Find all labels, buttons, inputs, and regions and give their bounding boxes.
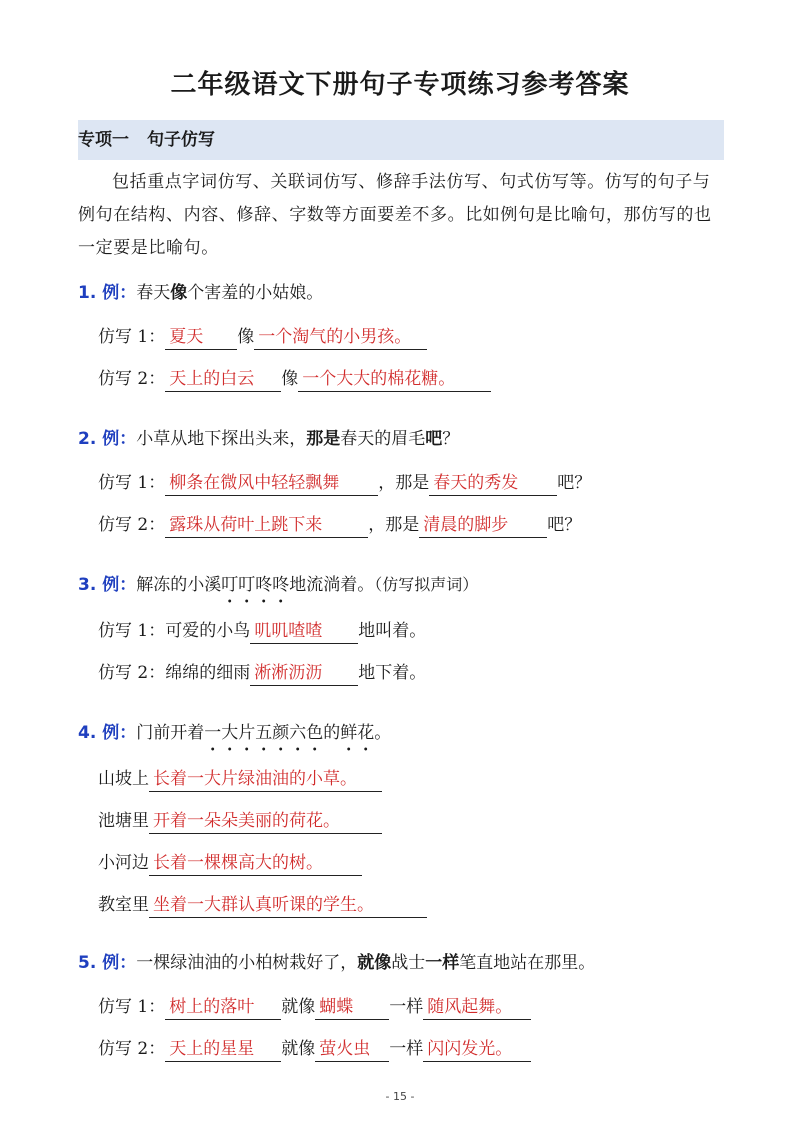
example-text: 的	[323, 723, 341, 743]
answer-label: 仿写 2：	[98, 369, 166, 389]
example-text: 小草从地下探出头来，	[136, 429, 307, 449]
answer-blank: 长着一棵棵高大的树。	[149, 852, 362, 876]
example-keyword: 六	[289, 723, 307, 743]
answer-connector: 就像	[281, 997, 316, 1017]
question-4-example	[78, 718, 391, 743]
example-keyword: 像	[170, 283, 188, 303]
example-keyword: 那是	[306, 429, 341, 449]
example-note: （仿写拟声词）	[374, 575, 479, 594]
answer-blank: 开着一朵朵美丽的荷花。	[149, 810, 382, 834]
answer-blank: 夏天	[165, 326, 237, 350]
answer-label: 仿写 2：	[98, 515, 166, 535]
example-text: 。	[374, 723, 392, 743]
answer-blank: 天上的星星	[165, 1038, 281, 1062]
answer-connector: 一样	[389, 1039, 424, 1059]
example-text: 战士	[391, 953, 426, 973]
question-4-answer-2	[98, 806, 382, 834]
question-4-answer-4	[98, 890, 427, 918]
answer-connector: 像	[237, 327, 255, 347]
section-header	[78, 120, 724, 160]
intro-paragraph: 包括重点字词仿写、关联词仿写、修辞手法仿写、句式仿写等。仿写的句子与例句在结构、内容、修辞、字数等方面要差不多。比如例句是比喻句，那仿写的也一定要是比喻句。	[78, 172, 712, 258]
question-number: 4. 例：	[78, 723, 137, 743]
answer-label: 小河边	[98, 853, 149, 873]
example-text: 一棵绿油油的小柏树栽好了，	[136, 953, 358, 973]
answer-blank: 叽叽喳喳	[250, 620, 358, 644]
answer-blank: 清晨的脚步	[419, 514, 547, 538]
question-number: 3. 例：	[78, 575, 137, 595]
question-1-example	[78, 278, 323, 303]
answer-blank: 树上的落叶	[165, 996, 281, 1020]
example-text: 个害羞的小姑娘。	[187, 283, 324, 303]
example-keyword: 鲜	[340, 723, 358, 743]
example-keyword: 一	[204, 723, 222, 743]
question-4-answer-3	[98, 848, 362, 876]
answer-connector: 就像	[281, 1039, 316, 1059]
answer-connector: 地下着。	[358, 663, 427, 683]
answer-blank: 一个大大的棉花糖。	[298, 368, 491, 392]
question-2-example	[78, 424, 459, 449]
answer-label: 池塘里	[98, 811, 149, 831]
example-keyword: 咚	[272, 575, 290, 595]
example-text: 地流淌着。	[289, 575, 375, 595]
answer-prefix: 绵绵的细雨	[165, 663, 251, 683]
example-keyword: 一	[425, 953, 443, 973]
question-3-example	[78, 570, 478, 595]
example-text: 春天	[136, 283, 171, 303]
page-number: - 15 -	[385, 1090, 415, 1103]
question-number: 5. 例：	[78, 953, 137, 973]
example-text: ？	[442, 429, 460, 449]
answer-connector: 一样	[389, 997, 424, 1017]
answer-label: 仿写 1：	[98, 621, 166, 641]
answer-blank: 随风起舞。	[423, 996, 531, 1020]
answer-connector: 吧？	[547, 515, 582, 535]
example-text: 春天的眉毛	[340, 429, 426, 449]
question-5-answer-1	[98, 992, 531, 1020]
example-keyword: 色	[306, 723, 324, 743]
answer-label: 仿写 2：	[98, 1039, 166, 1059]
question-number: 1. 例：	[78, 283, 137, 303]
answer-blank: 闪闪发光。	[423, 1038, 531, 1062]
answer-blank: 淅淅沥沥	[250, 662, 358, 686]
answer-blank: 一个淘气的小男孩。	[254, 326, 427, 350]
answer-label: 仿写 1：	[98, 473, 166, 493]
answer-connector: 像	[281, 369, 299, 389]
question-3-answer-2	[98, 658, 426, 686]
section-name: 句子仿写	[147, 130, 215, 150]
example-keyword: 片	[238, 723, 256, 743]
answer-blank: 蝴蝶	[315, 996, 389, 1020]
answer-label: 仿写 2：	[98, 663, 166, 683]
question-1-answer-2	[98, 364, 491, 392]
question-4-answer-1	[98, 764, 382, 792]
example-keyword: 叮	[238, 575, 256, 595]
answer-blank: 长着一大片绿油油的小草。	[149, 768, 382, 792]
answer-label: 教室里	[98, 895, 149, 915]
answer-label: 仿写 1：	[98, 327, 166, 347]
example-keyword: 咚	[255, 575, 273, 595]
example-keyword: 就像	[357, 953, 392, 973]
question-5-answer-2	[98, 1034, 531, 1062]
example-text: 解冻的小溪	[136, 575, 222, 595]
answer-connector: 吧？	[557, 473, 592, 493]
page-title: 二年级语文下册句子专项练习参考答案	[170, 70, 630, 100]
answer-label: 仿写 1：	[98, 997, 166, 1017]
question-number: 2. 例：	[78, 429, 137, 449]
question-2-answer-2	[98, 510, 581, 538]
example-keyword: 样	[442, 953, 460, 973]
example-keyword: 吧	[425, 429, 443, 449]
answer-blank: 露珠从荷叶上跳下来	[165, 514, 368, 538]
question-5-example	[78, 948, 595, 973]
example-keyword: 颜	[272, 723, 290, 743]
answer-connector: ，那是	[378, 473, 430, 493]
question-1-answer-1	[98, 322, 427, 350]
question-3-answer-1	[98, 616, 426, 644]
example-keyword: 叮	[221, 575, 239, 595]
question-2-answer-1	[98, 468, 591, 496]
example-text: 笔直地站在那里。	[459, 953, 596, 973]
example-keyword: 五	[255, 723, 273, 743]
example-keyword: 花	[357, 723, 375, 743]
answer-blank: 春天的秀发	[429, 472, 557, 496]
answer-label: 山坡上	[98, 769, 149, 789]
answer-blank: 柳条在微风中轻轻飘舞	[165, 472, 378, 496]
example-keyword: 大	[221, 723, 239, 743]
answer-blank: 坐着一大群认真听课的学生。	[149, 894, 427, 918]
answer-blank: 萤火虫	[315, 1038, 389, 1062]
answer-connector: 地叫着。	[358, 621, 427, 641]
answer-prefix: 可爱的小鸟	[165, 621, 251, 641]
section-number: 专项一	[78, 130, 129, 150]
answer-blank: 天上的白云	[165, 368, 281, 392]
example-text: 门前开着	[136, 723, 205, 743]
answer-connector: ，那是	[368, 515, 420, 535]
